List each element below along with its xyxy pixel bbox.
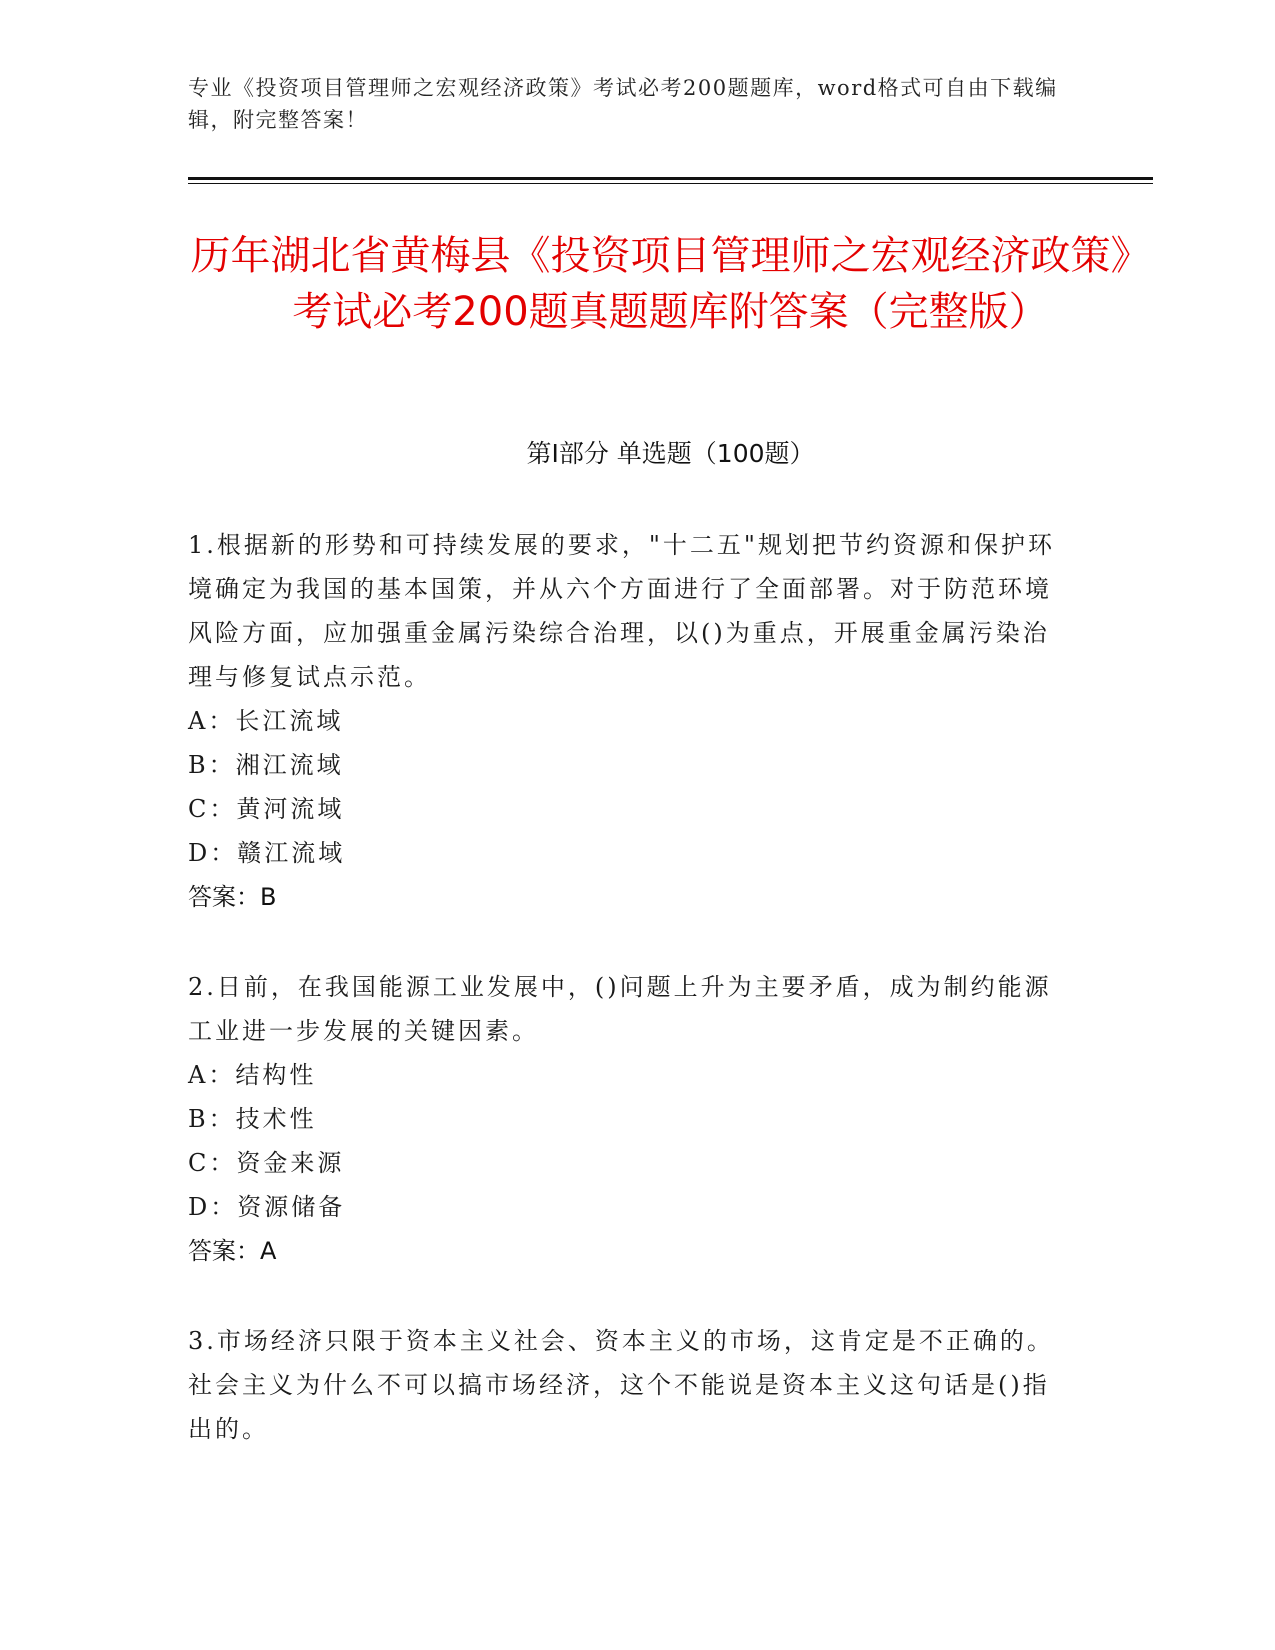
question-2: [188, 965, 1058, 1273]
option-c: C：资金来源: [188, 1149, 345, 1177]
option-d: D：赣江流域: [188, 839, 346, 867]
option-a: A：长江流域: [188, 707, 344, 735]
option-a: A：结构性: [188, 1061, 317, 1089]
question-1: [188, 523, 1058, 919]
question-stem: 2.日前，在我国能源工业发展中，()问题上升为主要矛盾，成为制约能源工业进一步发展的关键因素。: [188, 973, 1052, 1045]
document-title: 历年湖北省黄梅县《投资项目管理师之宏观经济政策》考试必考200题真题题库附答案（完整版）: [190, 233, 1151, 335]
answer: 答案：B: [188, 883, 277, 911]
question-list: [188, 523, 1058, 1497]
header-rule-thick: [188, 177, 1153, 180]
option-c: C：黄河流域: [188, 795, 345, 823]
option-b: B：技术性: [188, 1105, 317, 1133]
answer: 答案：A: [188, 1237, 277, 1265]
header-note: 专业《投资项目管理师之宏观经济政策》考试必考200题题库，word格式可自由下载编辑，附完整答案！: [188, 76, 1058, 132]
option-b: B：湘江流域: [188, 751, 344, 779]
question-stem: 1.根据新的形势和可持续发展的要求，"十二五"规划把节约资源和保护环境确定为我国的基本国策，并从六个方面进行了全面部署。对于防范环境风险方面，应加强重金属污染综合治理，以()为重点，开展重金属污染治理与修复试点示范。: [188, 531, 1055, 691]
option-d: D：资源储备: [188, 1193, 346, 1221]
question-3: [188, 1319, 1058, 1451]
section-title: 第I部分 单选题（100题）: [526, 439, 815, 468]
question-stem: 3.市场经济只限于资本主义社会、资本主义的市场，这肯定是不正确的。社会主义为什么不可以搞市场经济，这个不能说是资本主义这句话是()指出的。: [188, 1327, 1054, 1443]
header-rule-thin: [188, 183, 1153, 184]
